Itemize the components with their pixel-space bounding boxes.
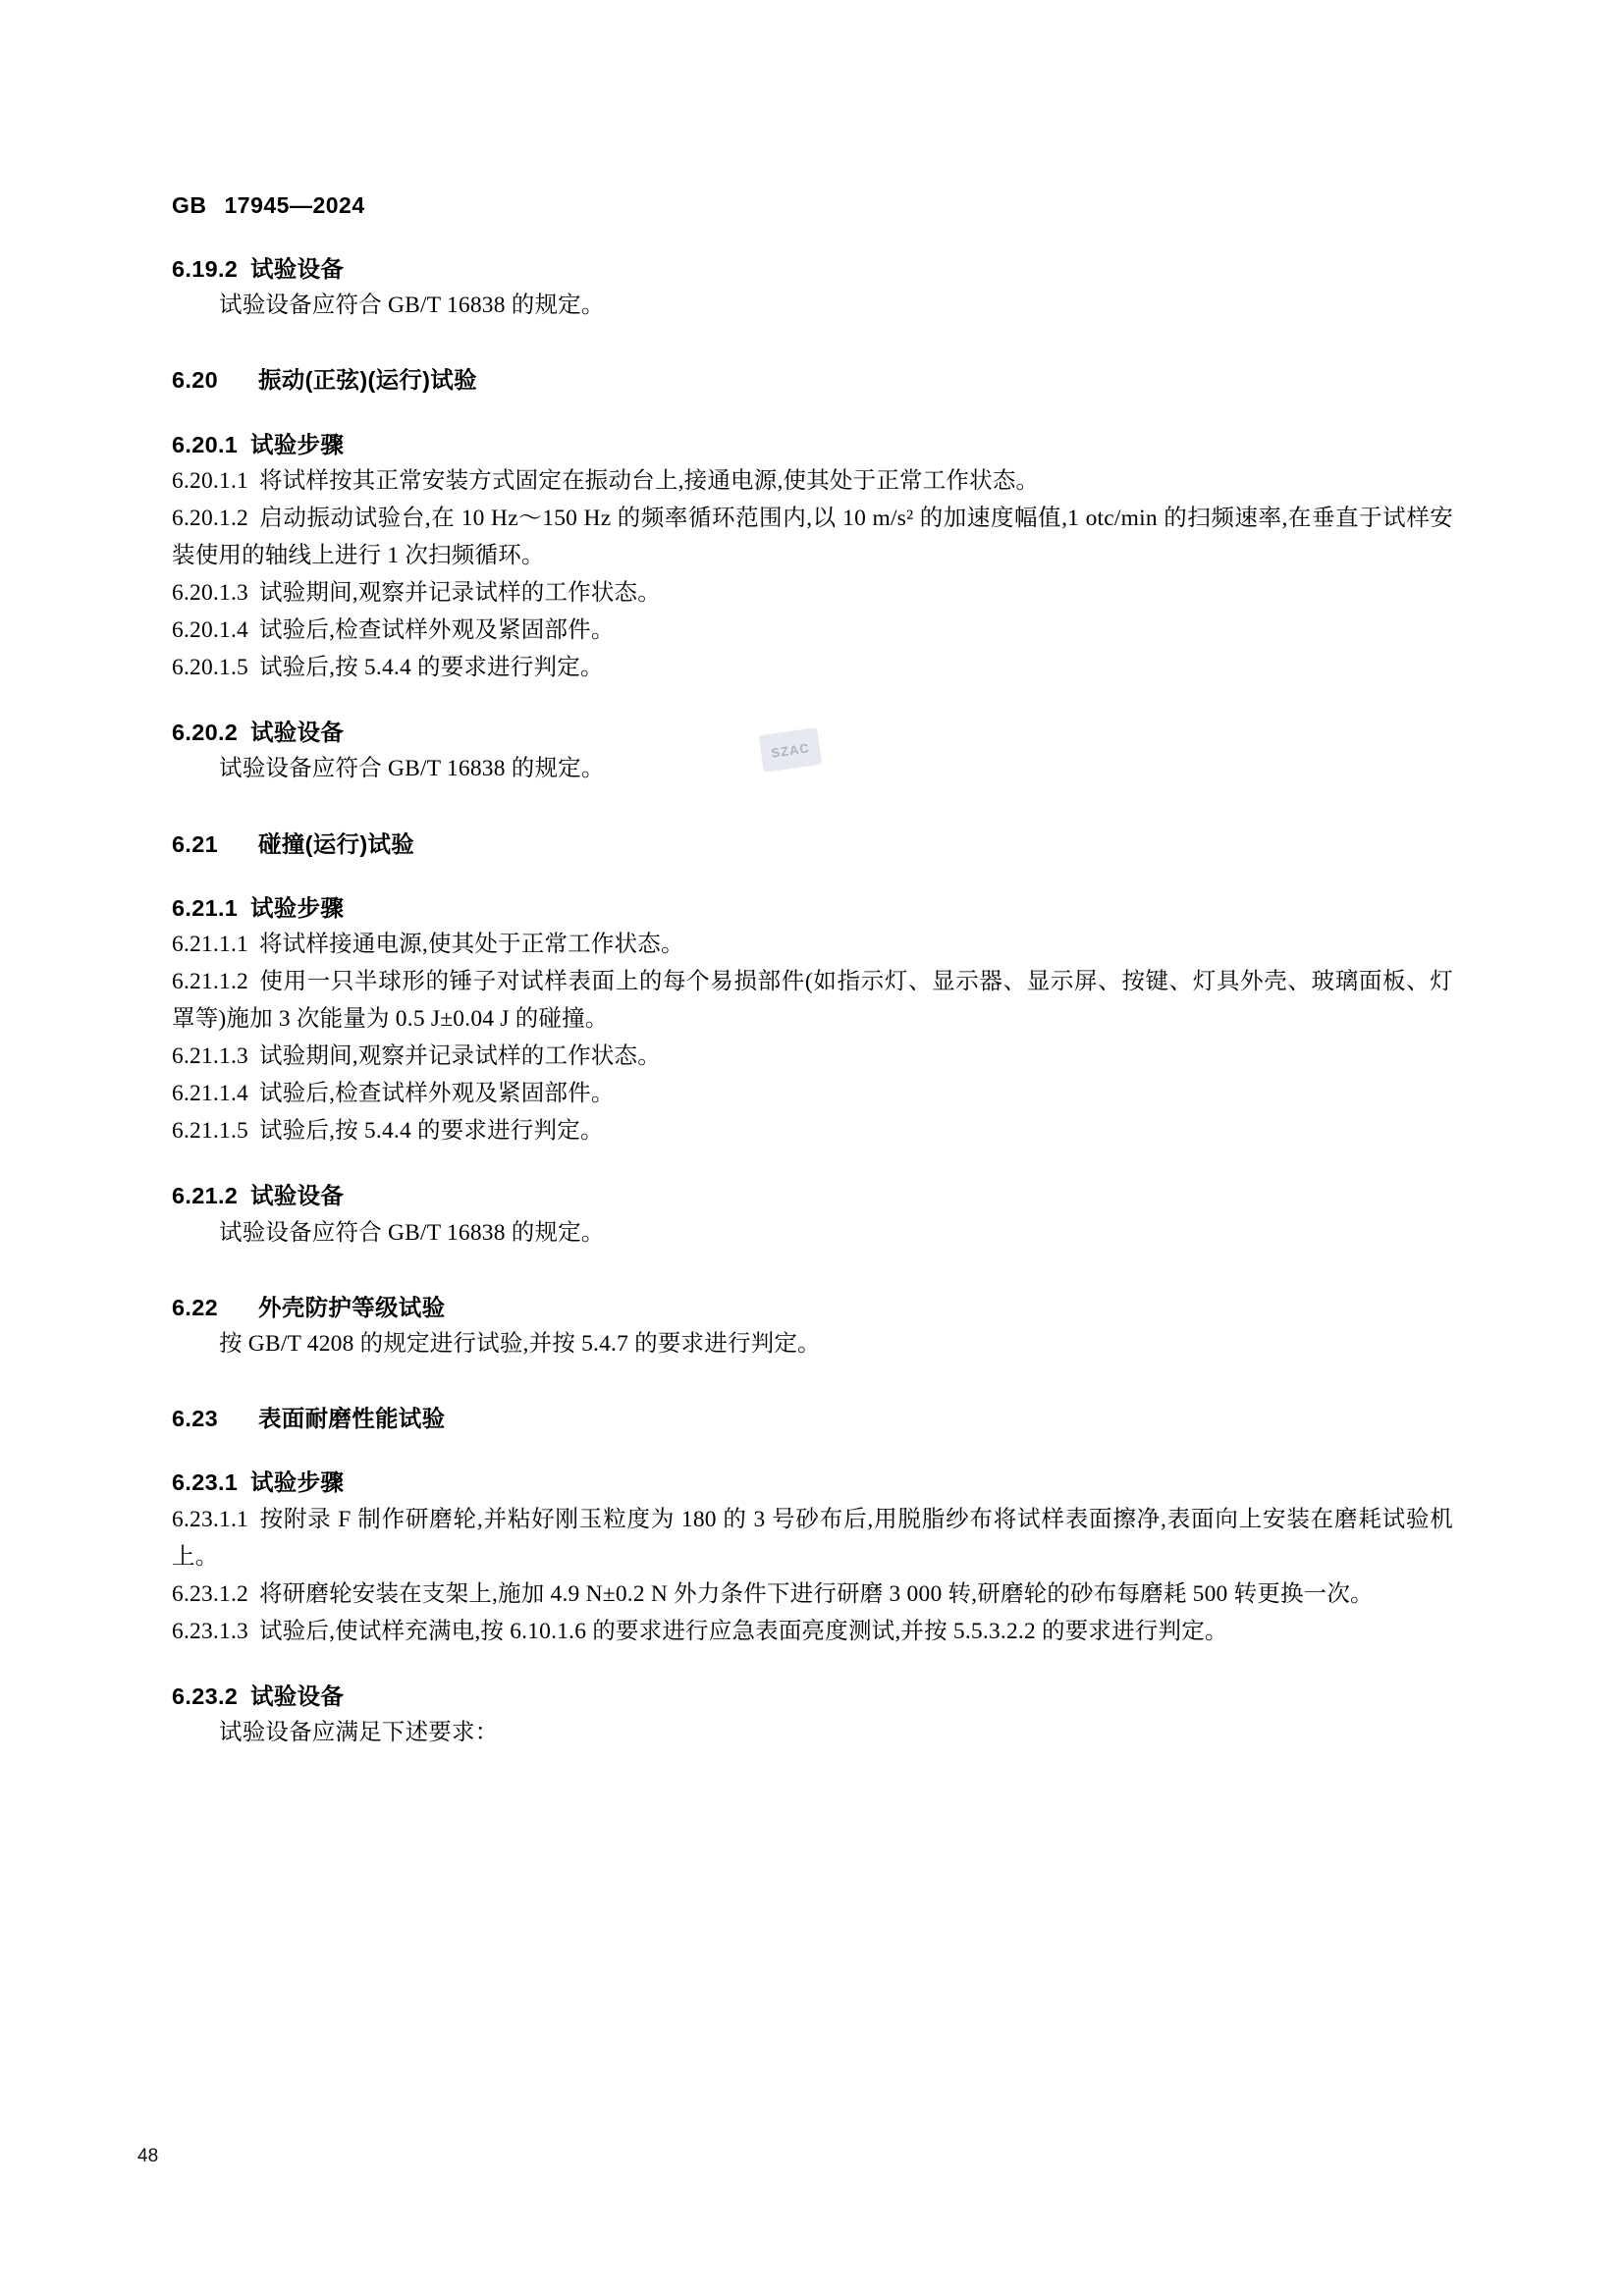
section-number: 6.23.2 [172, 1682, 239, 1709]
section-heading [172, 428, 1453, 462]
section-number: 6.20.2 [172, 720, 239, 746]
section-heading [172, 1680, 1453, 1714]
section-title: 表面耐磨性能试验 [258, 1406, 446, 1431]
section-heading [172, 1179, 1453, 1213]
paragraph [172, 649, 1453, 686]
standard-prefix: GB [172, 192, 207, 218]
section-title: 试验设备 [250, 720, 345, 746]
paragraph-number: 6.21.1.5 [172, 1118, 248, 1145]
running-header [172, 192, 1453, 219]
section-number: 6.21 [172, 830, 218, 857]
paragraph: 试验设备应满足下述要求： [219, 1720, 499, 1745]
section-title: 外壳防护等级试验 [258, 1294, 446, 1320]
paragraph [172, 1112, 1453, 1149]
section-number: 6.21.1 [172, 894, 239, 921]
paragraph-number: 6.23.1.1 [172, 1506, 248, 1532]
section-title: 碰撞(运行)试验 [258, 830, 415, 857]
watermark: SZAC [759, 727, 823, 773]
paragraph: 试验设备应符合 GB/T 16838 的规定。 [219, 1219, 605, 1246]
section-6-21-1 [172, 891, 1453, 1150]
section-heading [172, 1291, 1453, 1325]
paragraph-text: 将试样按其正常安装方式固定在振动台上,接通电源,使其处于正常工作状态。 [258, 467, 1040, 494]
section-title: 试验设备 [250, 256, 345, 282]
paragraph-number: 6.23.1.2 [172, 1580, 248, 1607]
section-number: 6.20 [172, 367, 218, 394]
paragraph-number: 6.20.1.3 [172, 580, 248, 606]
page-number: 48 [137, 2146, 159, 2166]
section-heading [172, 363, 1453, 398]
paragraph-number: 6.21.1.1 [172, 932, 248, 957]
paragraph-text: 使用一只半球形的锤子对试样表面上的每个易损部件(如指示灯、显示器、显示屏、按键、灯具外壳、玻璃面板、灯罩等)施加 3 次能量为 0.5 J±0.04 J 的碰撞。 [172, 969, 1453, 1033]
section-6-21-2 [172, 1179, 1453, 1251]
paragraph-number: 6.20.1.1 [172, 467, 248, 494]
page-content [172, 0, 1453, 1751]
paragraph [172, 500, 1453, 574]
paragraph-text: 试验后,按 5.4.4 的要求进行判定。 [258, 1118, 604, 1145]
paragraph-text: 试验后,使试样充满电,按 6.10.1.6 的要求进行应急表面亮度测试,并按 5.5.3.2.2 的要求进行判定。 [258, 1618, 1228, 1644]
paragraph-number: 6.23.1.3 [172, 1618, 248, 1644]
paragraph [172, 462, 1453, 500]
section-6-20-1 [172, 428, 1453, 687]
paragraph [172, 574, 1453, 612]
paragraph [172, 1501, 1453, 1575]
section-title: 试验设备 [250, 1682, 345, 1709]
section-title: 试验步骤 [250, 431, 345, 457]
section-6-23-2 [172, 1680, 1453, 1751]
paragraph-text: 将试样接通电源,使其处于正常工作状态。 [258, 932, 684, 957]
paragraph-text: 试验后,检查试样外观及紧固部件。 [258, 617, 615, 644]
paragraph [172, 963, 1453, 1038]
section-6-23 [172, 1402, 1453, 1436]
section-heading [172, 828, 1453, 862]
paragraph-number: 6.21.1.2 [172, 969, 248, 995]
section-heading [172, 1466, 1453, 1500]
paragraph: 试验设备应符合 GB/T 16838 的规定。 [219, 293, 605, 319]
section-heading [172, 1402, 1453, 1436]
paragraph [172, 1075, 1453, 1112]
paragraph-text: 启动振动试验台,在 10 Hz～150 Hz 的频率循环范围内,以 10 m/s² 的加速度幅值,1 otc/min 的扫频速率,在垂直于试样安装使用的轴线上进行 1 次扫频循环。 [172, 505, 1453, 568]
section-6-19-2 [172, 252, 1453, 324]
section-number: 6.19.2 [172, 256, 239, 282]
section-6-22 [172, 1291, 1453, 1362]
paragraph [172, 1613, 1453, 1650]
paragraph [172, 612, 1453, 649]
paragraph-number: 6.21.1.3 [172, 1043, 248, 1070]
paragraph [172, 1575, 1453, 1613]
section-number: 6.21.2 [172, 1183, 239, 1209]
paragraph: 按 GB/T 4208 的规定进行试验,并按 5.4.7 的要求进行判定。 [219, 1330, 821, 1357]
paragraph-text: 试验后,检查试样外观及紧固部件。 [258, 1081, 615, 1107]
section-number: 6.23 [172, 1406, 218, 1431]
section-heading [172, 252, 1453, 287]
standard-number: 17945—2024 [224, 192, 365, 218]
paragraph [172, 1038, 1453, 1075]
section-6-20 [172, 363, 1453, 398]
section-title: 试验设备 [250, 1183, 345, 1209]
paragraph-number: 6.20.1.5 [172, 655, 248, 681]
paragraph [172, 926, 1453, 963]
section-number: 6.22 [172, 1294, 218, 1320]
section-number: 6.20.1 [172, 431, 239, 457]
paragraph-text: 试验后,按 5.4.4 的要求进行判定。 [258, 655, 604, 681]
section-6-23-1 [172, 1466, 1453, 1650]
paragraph-text: 试验期间,观察并记录试样的工作状态。 [258, 1043, 661, 1070]
paragraph-text: 按附录 F 制作研磨轮,并粘好刚玉粒度为 180 的 3 号砂布后,用脱脂纱布将试样表面擦净,表面向上安装在磨耗试验机上。 [172, 1506, 1453, 1570]
paragraph-number: 6.21.1.4 [172, 1081, 248, 1107]
section-heading [172, 891, 1453, 926]
section-title: 试验步骤 [250, 894, 345, 921]
paragraph: 试验设备应符合 GB/T 16838 的规定。 [219, 756, 605, 782]
paragraph-number: 6.20.1.2 [172, 505, 248, 531]
section-number: 6.23.1 [172, 1469, 239, 1496]
section-6-21 [172, 828, 1453, 862]
section-title: 试验步骤 [250, 1469, 345, 1496]
section-title: 振动(正弦)(运行)试验 [258, 367, 477, 394]
paragraph-text: 将研磨轮安装在支架上,施加 4.9 N±0.2 N 外力条件下进行研磨 3 000 转,研磨轮的砂布每磨耗 500 转更换一次。 [258, 1580, 1374, 1607]
paragraph-text: 试验期间,观察并记录试样的工作状态。 [258, 580, 661, 606]
paragraph-number: 6.20.1.4 [172, 617, 248, 644]
